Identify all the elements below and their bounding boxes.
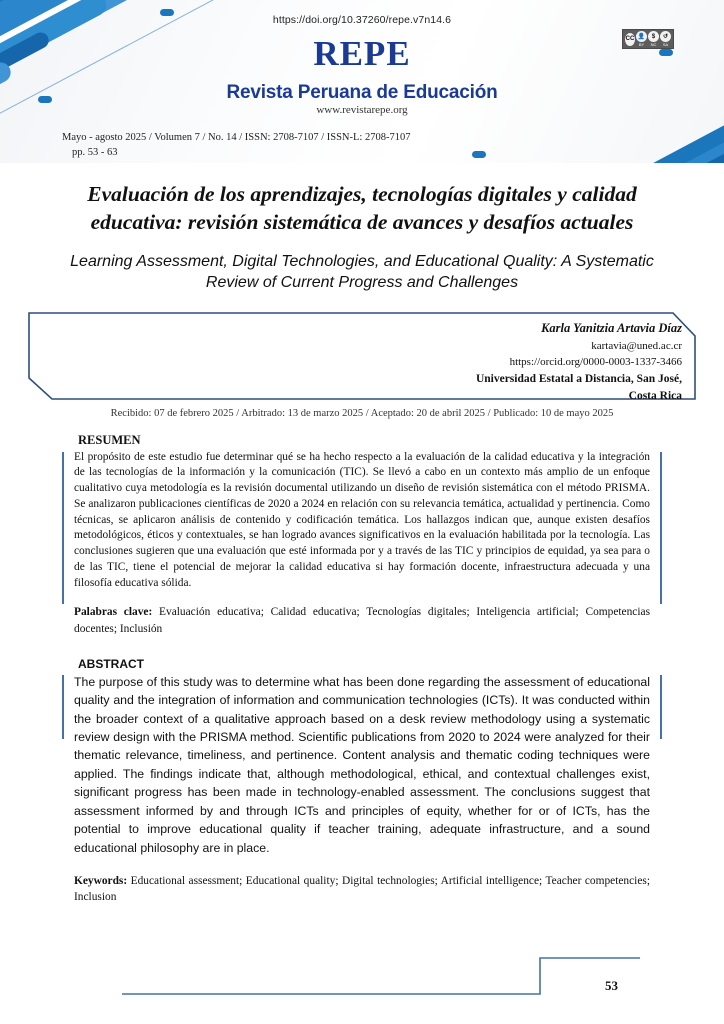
article-title-spanish: Evaluación de los aprendizajes, tecnologías digitales y calidad educativa: revisión sistemática de avances y desafíos actuales: [87, 182, 637, 234]
author-name: Karla Yanitzia Artavia Díaz: [541, 320, 682, 335]
doi-link[interactable]: https://doi.org/10.37260/repe.v7n14.6: [272, 14, 452, 26]
cc-sa-group: [660, 31, 671, 47]
resumen-keywords: [62, 604, 662, 636]
journal-website-link[interactable]: www.revistarepe.org: [316, 104, 408, 116]
cc-sa-label: SA: [662, 42, 669, 47]
resumen-keywords-label: Palabras clave:: [74, 606, 153, 619]
abstract-body-wrap: [62, 673, 662, 857]
author-box: [28, 312, 696, 400]
resumen-section: [62, 433, 662, 592]
cc-icon: CC: [625, 33, 635, 46]
resumen-body-wrap: [62, 450, 662, 592]
issue-info: [62, 130, 410, 160]
decor-dot: [472, 151, 486, 158]
journal-name: Revista Peruana de Educación: [226, 82, 498, 103]
author-affiliation-line2: Costa Rica: [628, 389, 682, 402]
cc-license-badge[interactable]: [622, 29, 674, 49]
cc-nc-group: [648, 31, 659, 47]
resumen-heading: RESUMEN: [78, 432, 141, 447]
abstract-keywords-label: Keywords:: [74, 875, 128, 888]
journal-logo: REPE: [313, 34, 411, 73]
resumen-text: El propósito de este estudio fue determinar qué se ha hecho respecto a la evaluación de la calidad educativa y la integración de las tecnologías de la información y la comunicación (TIC). Se llevó a cabo en un contexto más amplio de un enfoque cualitativo cuya metodología es la revisión documental utilizando un diseño de revisión sistemática con el método PRISMA. Se analizaron publicaciones científicas de 2020 a 2024 en relación con su relevancia temática, actualidad y pertinencia. Como técnicas, se aplicaron análisis de contenido y codificación temática. Los hallazgos indican que, aunque existen desafíos metodológicos, éticos y contextuales, se han logrado avances significativos en la evaluación habilitada por la tecnología. Las conclusiones sugieren que una evaluación que esté informada por y a través de las TIC y principios de equidad, ya sea para o de las TIC, tiene el potencial de mejorar la calidad educativa si hay formación docente, infraestructura adecuada y una filosofía educativa sólida.: [74, 450, 650, 589]
abstract-heading: ABSTRACT: [78, 656, 144, 671]
author-email[interactable]: kartavia@uned.ac.cr: [591, 339, 682, 352]
cc-by-group: [636, 31, 647, 47]
abstract-text: The purpose of this study was to determine what has been done regarding the assessment of educational quality and the integration of information and communication technologies (ICTs). It was conducted within the broader context of a qualitative approach based on a desk review methodology using a systematic review design with the PRISMA method. Scientific publications from 2020 to 2024 were analyzed for their thematic relevance, timeliness, and pertinence. Content analysis and thematic coding techniques were applied. The findings indicate that, although methodological, ethical, and contextual challenges exist, significant progress has been made in technology-enabled assessment. The conclusions suggest that assessment informed by and through ICTs and principles of equity, whether for or of ICTs, has the potential to improve educational quality if teacher training, adequate infrastructure, and a sound educational philosophy are in place.: [74, 674, 650, 855]
abstract-right-rule: [660, 675, 662, 739]
cc-nc-label: NC: [650, 42, 657, 47]
author-affiliation-line1: Universidad Estatal a Distancia, San José,: [475, 372, 682, 385]
resumen-right-rule: [660, 452, 662, 604]
author-details: [476, 319, 682, 405]
no-commercial-icon: $: [648, 31, 659, 42]
share-alike-icon: ↺: [660, 31, 671, 42]
journal-header-banner: [0, 0, 724, 163]
person-icon: 👤: [636, 31, 647, 42]
cc-by-label: BY: [638, 42, 645, 47]
resumen-keywords-list: Evaluación educativa; Calidad educativa; Tecnologías digitales; Inteligencia artificial; Competencias docentes; Inclusión: [74, 606, 651, 635]
abstract-section: [62, 657, 662, 857]
publication-dates: Recibido: 07 de febrero 2025 / Arbitrado: 13 de marzo 2025 / Aceptado: 20 de abril 2025 / Publicado: 10 de mayo 2025: [110, 407, 614, 419]
issue-line: Mayo - agosto 2025 / Volumen 7 / No. 14 / ISSN: 2708-7107 / ISSN-L: 2708-7107: [62, 132, 411, 143]
page-range: pp. 53 - 63: [72, 147, 118, 159]
abstract-keywords: [62, 873, 662, 905]
abstract-keywords-list: Educational assessment; Educational quality; Digital technologies; Artificial intelligence; Teacher competencies; Inclusion: [74, 875, 650, 904]
article-title-english: Learning Assessment, Digital Technologies, and Educational Quality: A Systematic Review of Current Progress and Challenges: [70, 252, 654, 292]
author-orcid-link[interactable]: https://orcid.org/0000-0003-1337-3466: [509, 356, 682, 368]
page-number: 53: [605, 978, 618, 993]
resumen-left-rule: [62, 452, 64, 604]
abstract-left-rule: [62, 675, 64, 739]
